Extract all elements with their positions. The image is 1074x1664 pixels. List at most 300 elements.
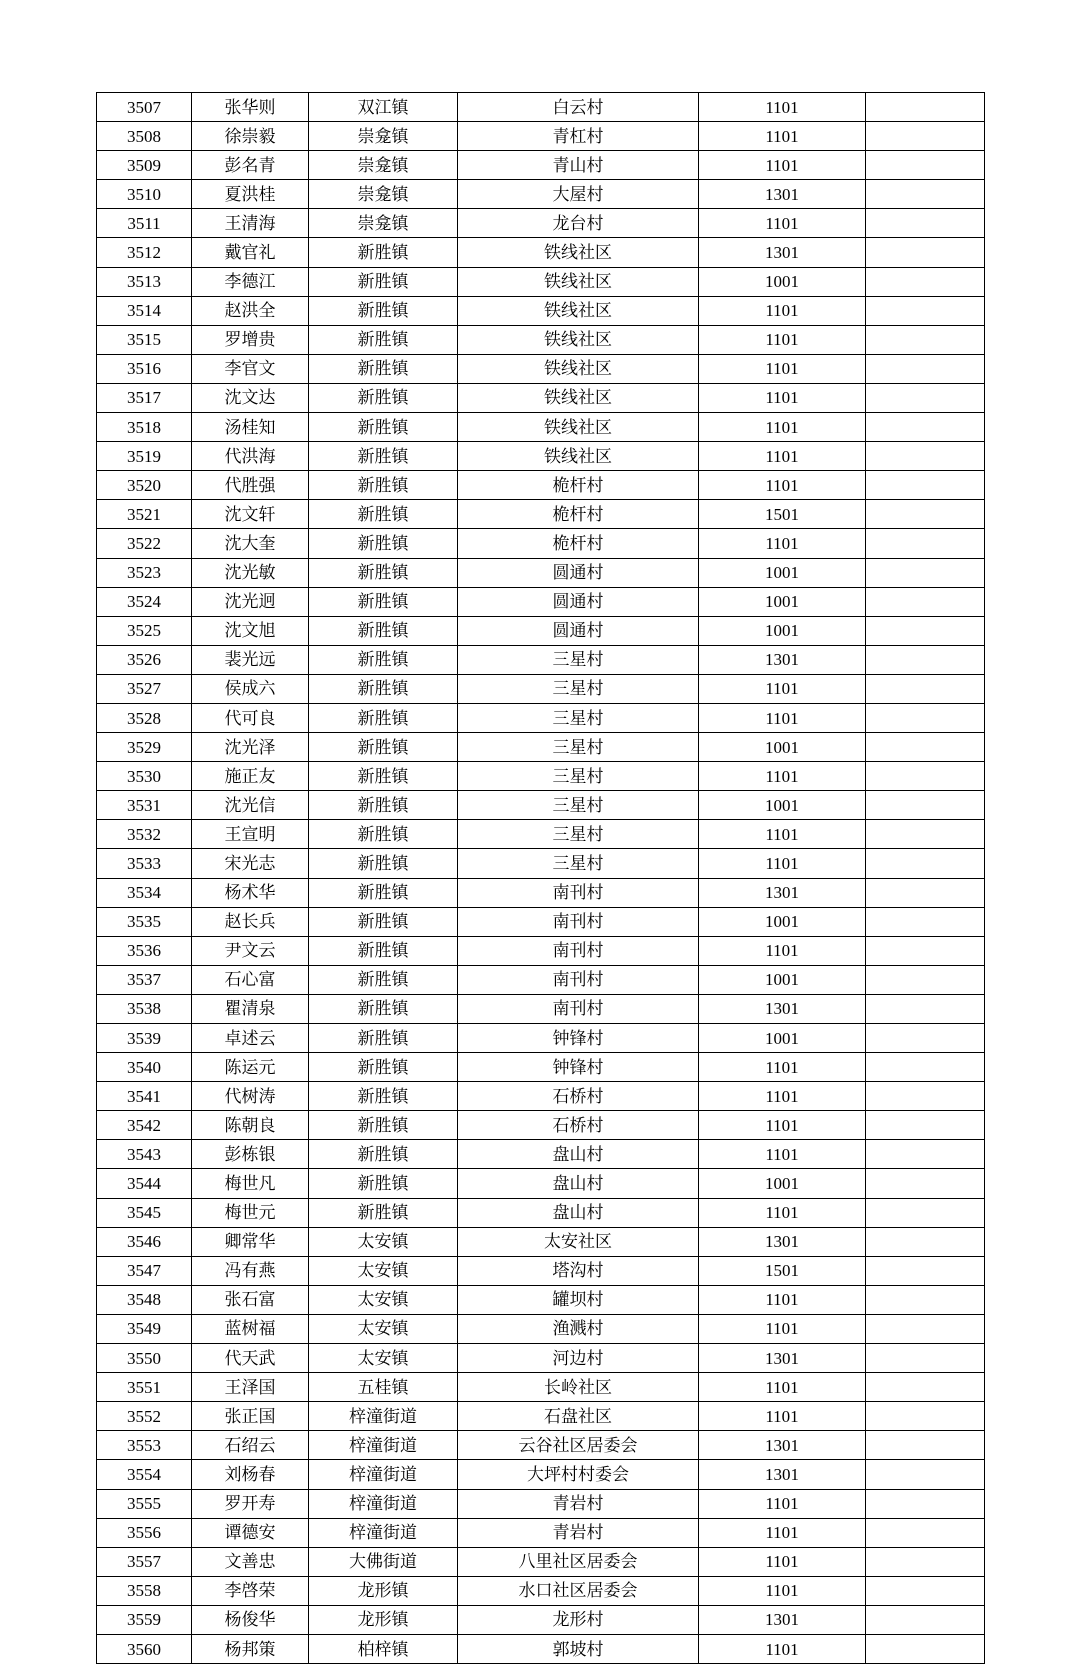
cell-name: 张正国: [192, 1402, 309, 1431]
table-row: [97, 1489, 985, 1518]
cell-id: 3517: [97, 383, 192, 412]
table-row: [97, 238, 985, 267]
cell-code: 1301: [699, 645, 866, 674]
table-row: [97, 616, 985, 645]
cell-village: 大坪村村委会: [458, 1460, 699, 1489]
cell-town: 新胜镇: [309, 994, 458, 1023]
cell-blank: [866, 994, 985, 1023]
cell-village: 盘山村: [458, 1140, 699, 1169]
cell-id: 3536: [97, 936, 192, 965]
cell-blank: [866, 1547, 985, 1576]
table-row: [97, 1460, 985, 1489]
cell-name: 李德江: [192, 267, 309, 296]
cell-id: 3552: [97, 1402, 192, 1431]
cell-name: 裴光远: [192, 645, 309, 674]
cell-code: 1101: [699, 1576, 866, 1605]
cell-id: 3543: [97, 1140, 192, 1169]
cell-id: 3538: [97, 994, 192, 1023]
cell-town: 新胜镇: [309, 529, 458, 558]
cell-code: 1101: [699, 325, 866, 354]
cell-code: 1101: [699, 383, 866, 412]
cell-town: 新胜镇: [309, 936, 458, 965]
cell-name: 卿常华: [192, 1227, 309, 1256]
cell-id: 3545: [97, 1198, 192, 1227]
cell-id: 3528: [97, 703, 192, 732]
cell-blank: [866, 529, 985, 558]
cell-name: 张石富: [192, 1285, 309, 1314]
table-row: [97, 180, 985, 209]
cell-village: 铁线社区: [458, 354, 699, 383]
cell-town: 新胜镇: [309, 325, 458, 354]
cell-town: 新胜镇: [309, 1111, 458, 1140]
cell-blank: [866, 122, 985, 151]
cell-name: 徐崇毅: [192, 122, 309, 151]
cell-town: 崇龛镇: [309, 209, 458, 238]
cell-blank: [866, 1053, 985, 1082]
cell-name: 沈光信: [192, 791, 309, 820]
cell-blank: [866, 907, 985, 936]
cell-code: 1101: [699, 1285, 866, 1314]
cell-town: 新胜镇: [309, 907, 458, 936]
cell-village: 河边村: [458, 1344, 699, 1373]
cell-code: 1101: [699, 1053, 866, 1082]
cell-blank: [866, 442, 985, 471]
cell-code: 1301: [699, 1460, 866, 1489]
cell-village: 圆通村: [458, 616, 699, 645]
cell-blank: [866, 1344, 985, 1373]
cell-town: 新胜镇: [309, 1140, 458, 1169]
cell-town: 龙形镇: [309, 1605, 458, 1634]
cell-id: 3535: [97, 907, 192, 936]
cell-blank: [866, 965, 985, 994]
cell-village: 塔沟村: [458, 1256, 699, 1285]
cell-blank: [866, 936, 985, 965]
cell-code: 1101: [699, 1634, 866, 1663]
cell-name: 尹文云: [192, 936, 309, 965]
table-row: [97, 994, 985, 1023]
table-row: [97, 1256, 985, 1285]
table-row: [97, 936, 985, 965]
cell-name: 杨俊华: [192, 1605, 309, 1634]
cell-town: 新胜镇: [309, 1053, 458, 1082]
cell-name: 梅世凡: [192, 1169, 309, 1198]
cell-code: 1101: [699, 762, 866, 791]
cell-blank: [866, 471, 985, 500]
cell-village: 三星村: [458, 820, 699, 849]
cell-blank: [866, 1169, 985, 1198]
cell-name: 代天武: [192, 1344, 309, 1373]
cell-code: 1301: [699, 994, 866, 1023]
cell-id: 3512: [97, 238, 192, 267]
cell-town: 梓潼街道: [309, 1489, 458, 1518]
cell-id: 3514: [97, 296, 192, 325]
cell-village: 桅杆村: [458, 500, 699, 529]
cell-code: 1301: [699, 238, 866, 267]
cell-code: 1101: [699, 93, 866, 122]
cell-name: 文善忠: [192, 1547, 309, 1576]
cell-blank: [866, 1489, 985, 1518]
cell-village: 青杠村: [458, 122, 699, 151]
cell-name: 石心富: [192, 965, 309, 994]
cell-name: 沈光泽: [192, 733, 309, 762]
table-row: [97, 791, 985, 820]
cell-village: 圆通村: [458, 558, 699, 587]
cell-town: 新胜镇: [309, 820, 458, 849]
cell-village: 渔溅村: [458, 1314, 699, 1343]
cell-code: 1301: [699, 1344, 866, 1373]
table-row: [97, 820, 985, 849]
cell-town: 太安镇: [309, 1314, 458, 1343]
cell-town: 新胜镇: [309, 267, 458, 296]
cell-town: 大佛街道: [309, 1547, 458, 1576]
table-row: [97, 500, 985, 529]
cell-blank: [866, 1256, 985, 1285]
cell-code: 1101: [699, 1198, 866, 1227]
cell-id: 3560: [97, 1634, 192, 1663]
cell-blank: [866, 791, 985, 820]
cell-name: 刘杨春: [192, 1460, 309, 1489]
table-row: [97, 1111, 985, 1140]
cell-code: 1101: [699, 820, 866, 849]
cell-id: 3549: [97, 1314, 192, 1343]
cell-village: 三星村: [458, 733, 699, 762]
cell-id: 3533: [97, 849, 192, 878]
cell-town: 新胜镇: [309, 238, 458, 267]
table-row: [97, 1344, 985, 1373]
cell-code: 1101: [699, 354, 866, 383]
cell-blank: [866, 1285, 985, 1314]
cell-code: 1001: [699, 1169, 866, 1198]
cell-village: 白云村: [458, 93, 699, 122]
table-row: [97, 645, 985, 674]
cell-name: 卓述云: [192, 1024, 309, 1053]
cell-code: 1001: [699, 267, 866, 296]
table-row: [97, 1634, 985, 1663]
cell-village: 青山村: [458, 151, 699, 180]
cell-name: 瞿清泉: [192, 994, 309, 1023]
cell-blank: [866, 762, 985, 791]
cell-name: 戴官礼: [192, 238, 309, 267]
cell-code: 1101: [699, 529, 866, 558]
cell-name: 石绍云: [192, 1431, 309, 1460]
table-row: [97, 1576, 985, 1605]
cell-town: 崇龛镇: [309, 180, 458, 209]
cell-name: 汤桂知: [192, 413, 309, 442]
table-row: [97, 1285, 985, 1314]
table-row: [97, 965, 985, 994]
cell-id: 3524: [97, 587, 192, 616]
cell-name: 罗开寿: [192, 1489, 309, 1518]
cell-name: 王泽国: [192, 1373, 309, 1402]
cell-id: 3527: [97, 674, 192, 703]
cell-blank: [866, 1634, 985, 1663]
cell-town: 梓潼街道: [309, 1402, 458, 1431]
table-row: [97, 209, 985, 238]
cell-town: 新胜镇: [309, 587, 458, 616]
cell-id: 3509: [97, 151, 192, 180]
cell-village: 铁线社区: [458, 238, 699, 267]
cell-town: 太安镇: [309, 1344, 458, 1373]
cell-name: 李啓荣: [192, 1576, 309, 1605]
cell-name: 沈文旭: [192, 616, 309, 645]
cell-village: 石桥村: [458, 1082, 699, 1111]
cell-blank: [866, 1431, 985, 1460]
cell-town: 新胜镇: [309, 645, 458, 674]
cell-blank: [866, 1402, 985, 1431]
cell-blank: [866, 1024, 985, 1053]
cell-village: 青岩村: [458, 1518, 699, 1547]
cell-village: 南刊村: [458, 907, 699, 936]
table-row: [97, 471, 985, 500]
cell-town: 新胜镇: [309, 471, 458, 500]
cell-name: 王清海: [192, 209, 309, 238]
cell-village: 水口社区居委会: [458, 1576, 699, 1605]
cell-village: 太安社区: [458, 1227, 699, 1256]
cell-name: 杨邦策: [192, 1634, 309, 1663]
table-row: [97, 354, 985, 383]
table-row: [97, 1169, 985, 1198]
table-row: [97, 413, 985, 442]
cell-town: 新胜镇: [309, 703, 458, 732]
cell-blank: [866, 1518, 985, 1547]
cell-village: 盘山村: [458, 1198, 699, 1227]
cell-blank: [866, 1576, 985, 1605]
cell-name: 罗增贵: [192, 325, 309, 354]
cell-name: 谭德安: [192, 1518, 309, 1547]
cell-town: 新胜镇: [309, 1082, 458, 1111]
table-row: [97, 1140, 985, 1169]
cell-id: 3521: [97, 500, 192, 529]
cell-blank: [866, 616, 985, 645]
cell-blank: [866, 878, 985, 907]
cell-town: 新胜镇: [309, 1198, 458, 1227]
cell-village: 铁线社区: [458, 325, 699, 354]
table-row: [97, 122, 985, 151]
cell-town: 新胜镇: [309, 674, 458, 703]
cell-name: 沈文达: [192, 383, 309, 412]
cell-town: 新胜镇: [309, 733, 458, 762]
cell-name: 赵洪全: [192, 296, 309, 325]
cell-town: 龙形镇: [309, 1576, 458, 1605]
cell-blank: [866, 325, 985, 354]
cell-village: 三星村: [458, 849, 699, 878]
cell-code: 1301: [699, 1605, 866, 1634]
cell-id: 3515: [97, 325, 192, 354]
cell-blank: [866, 587, 985, 616]
cell-code: 1101: [699, 1111, 866, 1140]
cell-village: 长岭社区: [458, 1373, 699, 1402]
cell-village: 盘山村: [458, 1169, 699, 1198]
cell-village: 桅杆村: [458, 471, 699, 500]
table-row: [97, 1373, 985, 1402]
cell-blank: [866, 645, 985, 674]
cell-name: 杨术华: [192, 878, 309, 907]
cell-id: 3557: [97, 1547, 192, 1576]
cell-blank: [866, 1460, 985, 1489]
cell-village: 铁线社区: [458, 383, 699, 412]
table-row: [97, 1605, 985, 1634]
cell-code: 1301: [699, 180, 866, 209]
cell-code: 1001: [699, 1024, 866, 1053]
cell-blank: [866, 1082, 985, 1111]
cell-id: 3519: [97, 442, 192, 471]
cell-village: 龙台村: [458, 209, 699, 238]
cell-id: 3547: [97, 1256, 192, 1285]
cell-town: 太安镇: [309, 1256, 458, 1285]
table-row: [97, 93, 985, 122]
cell-blank: [866, 674, 985, 703]
table-row: [97, 703, 985, 732]
cell-code: 1301: [699, 1227, 866, 1256]
table-row: [97, 1547, 985, 1576]
cell-name: 沈光敏: [192, 558, 309, 587]
cell-blank: [866, 1314, 985, 1343]
cell-blank: [866, 413, 985, 442]
cell-name: 蓝树福: [192, 1314, 309, 1343]
cell-code: 1001: [699, 733, 866, 762]
cell-id: 3531: [97, 791, 192, 820]
cell-blank: [866, 354, 985, 383]
cell-blank: [866, 820, 985, 849]
cell-town: 新胜镇: [309, 500, 458, 529]
cell-village: 三星村: [458, 791, 699, 820]
cell-id: 3511: [97, 209, 192, 238]
cell-blank: [866, 93, 985, 122]
cell-id: 3520: [97, 471, 192, 500]
cell-blank: [866, 733, 985, 762]
table-row: [97, 587, 985, 616]
cell-village: 三星村: [458, 645, 699, 674]
table-row: [97, 267, 985, 296]
cell-id: 3548: [97, 1285, 192, 1314]
cell-village: 铁线社区: [458, 267, 699, 296]
cell-blank: [866, 1227, 985, 1256]
cell-code: 1101: [699, 936, 866, 965]
cell-town: 新胜镇: [309, 616, 458, 645]
cell-village: 三星村: [458, 762, 699, 791]
cell-blank: [866, 849, 985, 878]
cell-name: 沈光迥: [192, 587, 309, 616]
cell-village: 南刊村: [458, 965, 699, 994]
cell-blank: [866, 383, 985, 412]
cell-village: 云谷社区居委会: [458, 1431, 699, 1460]
table-row: [97, 1082, 985, 1111]
cell-code: 1101: [699, 1373, 866, 1402]
cell-name: 代树涛: [192, 1082, 309, 1111]
cell-town: 新胜镇: [309, 558, 458, 587]
cell-village: 郭坡村: [458, 1634, 699, 1663]
cell-id: 3534: [97, 878, 192, 907]
cell-town: 梓潼街道: [309, 1518, 458, 1547]
cell-name: 施正友: [192, 762, 309, 791]
table-row: [97, 907, 985, 936]
cell-village: 三星村: [458, 674, 699, 703]
cell-town: 五桂镇: [309, 1373, 458, 1402]
cell-blank: [866, 1140, 985, 1169]
table-row: [97, 1314, 985, 1343]
cell-village: 石桥村: [458, 1111, 699, 1140]
cell-village: 铁线社区: [458, 442, 699, 471]
cell-name: 彭栋银: [192, 1140, 309, 1169]
cell-blank: [866, 703, 985, 732]
cell-id: 3540: [97, 1053, 192, 1082]
cell-town: 梓潼街道: [309, 1460, 458, 1489]
cell-name: 侯成六: [192, 674, 309, 703]
cell-town: 新胜镇: [309, 1169, 458, 1198]
cell-id: 3539: [97, 1024, 192, 1053]
cell-code: 1101: [699, 471, 866, 500]
cell-code: 1101: [699, 1314, 866, 1343]
cell-id: 3523: [97, 558, 192, 587]
cell-code: 1001: [699, 907, 866, 936]
cell-id: 3513: [97, 267, 192, 296]
cell-code: 1501: [699, 1256, 866, 1285]
table-row: [97, 442, 985, 471]
cell-town: 崇龛镇: [309, 151, 458, 180]
table-row: [97, 733, 985, 762]
cell-code: 1001: [699, 558, 866, 587]
cell-id: 3551: [97, 1373, 192, 1402]
cell-code: 1101: [699, 703, 866, 732]
cell-name: 代洪海: [192, 442, 309, 471]
cell-village: 龙形村: [458, 1605, 699, 1634]
cell-town: 新胜镇: [309, 762, 458, 791]
cell-id: 3550: [97, 1344, 192, 1373]
cell-id: 3516: [97, 354, 192, 383]
cell-id: 3546: [97, 1227, 192, 1256]
cell-id: 3544: [97, 1169, 192, 1198]
cell-blank: [866, 151, 985, 180]
cell-village: 铁线社区: [458, 413, 699, 442]
table-row: [97, 1518, 985, 1547]
cell-town: 新胜镇: [309, 878, 458, 907]
cell-name: 李官文: [192, 354, 309, 383]
cell-village: 罐坝村: [458, 1285, 699, 1314]
cell-code: 1101: [699, 122, 866, 151]
table-row: [97, 674, 985, 703]
cell-code: 1101: [699, 1489, 866, 1518]
cell-name: 代可良: [192, 703, 309, 732]
cell-town: 双江镇: [309, 93, 458, 122]
table-row: [97, 1431, 985, 1460]
cell-code: 1501: [699, 500, 866, 529]
cell-code: 1101: [699, 151, 866, 180]
cell-town: 新胜镇: [309, 1024, 458, 1053]
cell-code: 1101: [699, 1518, 866, 1547]
cell-name: 夏洪桂: [192, 180, 309, 209]
cell-town: 新胜镇: [309, 383, 458, 412]
cell-name: 冯有燕: [192, 1256, 309, 1285]
cell-name: 王宣明: [192, 820, 309, 849]
cell-code: 1001: [699, 587, 866, 616]
cell-id: 3559: [97, 1605, 192, 1634]
cell-town: 新胜镇: [309, 965, 458, 994]
cell-name: 陈运元: [192, 1053, 309, 1082]
cell-village: 石盘社区: [458, 1402, 699, 1431]
cell-code: 1101: [699, 1140, 866, 1169]
cell-id: 3525: [97, 616, 192, 645]
cell-blank: [866, 180, 985, 209]
cell-name: 彭名青: [192, 151, 309, 180]
table-row: [97, 1198, 985, 1227]
table-row: [97, 1053, 985, 1082]
cell-name: 沈大奎: [192, 529, 309, 558]
cell-id: 3558: [97, 1576, 192, 1605]
cell-code: 1001: [699, 791, 866, 820]
cell-village: 圆通村: [458, 587, 699, 616]
cell-id: 3526: [97, 645, 192, 674]
cell-village: 八里社区居委会: [458, 1547, 699, 1576]
